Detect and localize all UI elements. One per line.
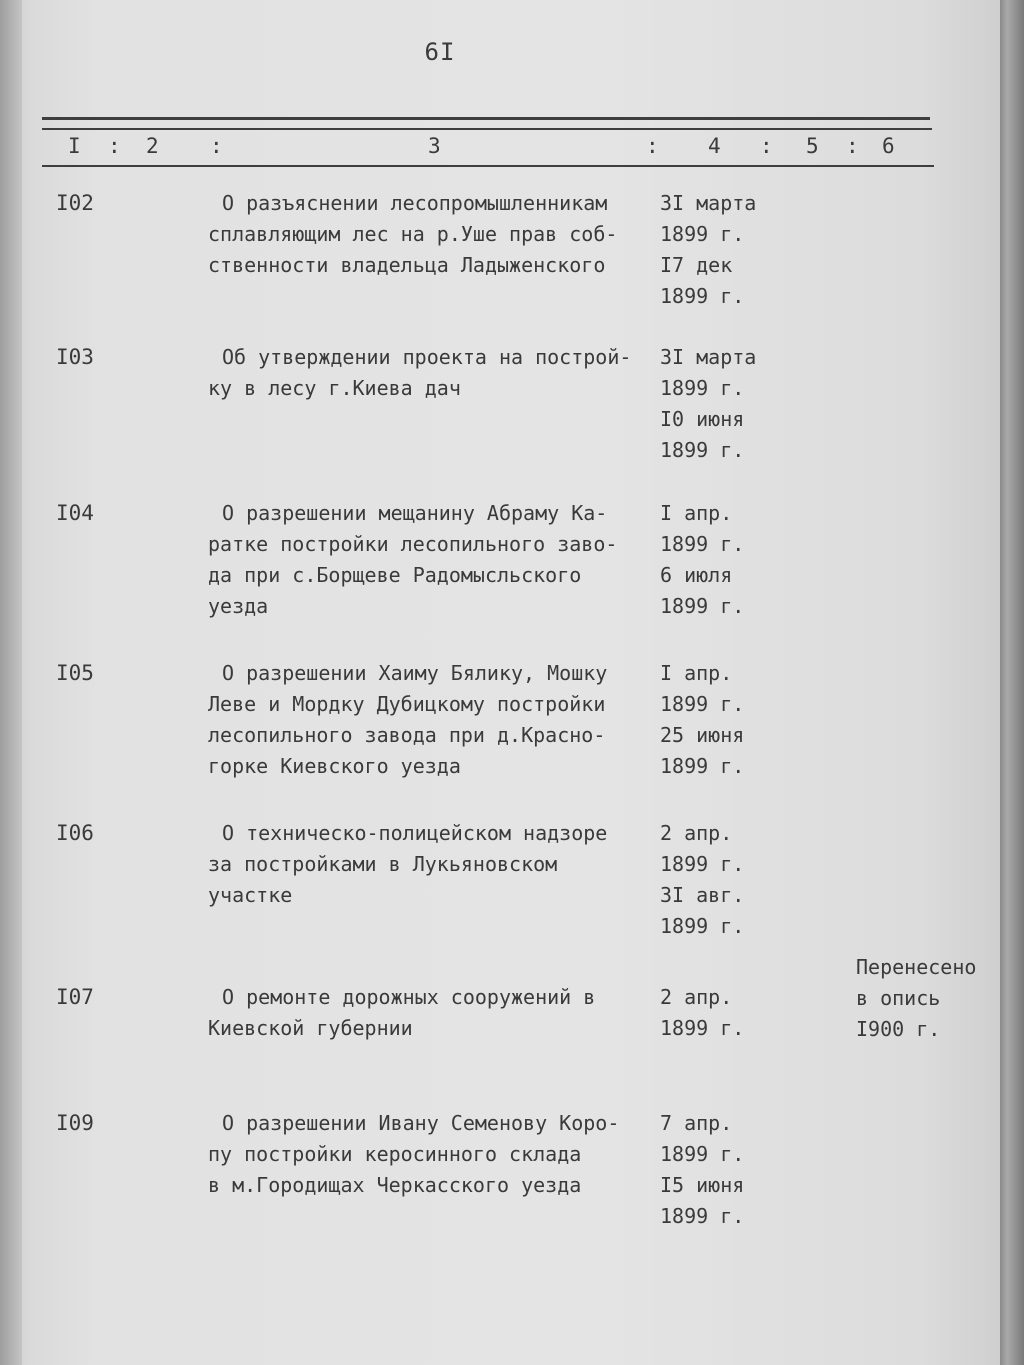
entry-dates-line: 1899 г.	[660, 1142, 745, 1166]
entry-note-line: I900 г.	[856, 1017, 941, 1041]
entry-title-line: сплавляющим лес на р.Уше прав соб-	[208, 222, 618, 246]
entry-dates-line: I апр.	[660, 661, 733, 685]
entry-number: I09	[56, 1111, 94, 1135]
entry-dates-line: 1899 г.	[660, 914, 745, 938]
entry-dates-line: 1899 г.	[660, 1204, 745, 1228]
entry-title	[208, 818, 656, 911]
entry-dates-line: 2 апр.	[660, 985, 733, 1009]
entry-title	[208, 1108, 656, 1201]
column-separator: :	[760, 134, 773, 158]
entry-note	[856, 952, 996, 1045]
entry-dates-line: I7 дек	[660, 253, 733, 277]
column-separator: :	[210, 134, 223, 158]
entry-title-line: участке	[208, 883, 293, 907]
column-head-1: I	[68, 134, 81, 158]
entry-dates-line: 25 июня	[660, 723, 745, 747]
entry-number: I04	[56, 501, 94, 525]
entry-dates-line: I0 июня	[660, 407, 745, 431]
column-separator: :	[108, 134, 121, 158]
entry-title-line: О разрешении Ивану Семенову Коро-	[222, 1111, 620, 1135]
entry-title-line: ку в лесу г.Киева дач	[208, 376, 461, 400]
entry-dates-line: 3I авг.	[660, 883, 745, 907]
header-rule-bottom	[42, 165, 934, 167]
entry-number: I07	[56, 985, 94, 1009]
binding-gutter	[0, 0, 22, 1365]
entry-title-line: уезда	[208, 594, 269, 618]
entry-note-line: Перенесено	[856, 955, 977, 979]
entry-dates	[660, 658, 790, 782]
entry-dates-line: 1899 г.	[660, 284, 745, 308]
entry-title-line: Леве и Мордку Дубицкому постройки	[208, 692, 606, 716]
entry-dates-line: 1899 г.	[660, 692, 745, 716]
page-number: 6I	[424, 38, 456, 66]
column-head-6: 6	[882, 134, 895, 158]
entry-title-line: О техническо-полицейском надзоре	[222, 821, 608, 845]
entry-title	[208, 658, 656, 782]
header-rule-mid	[42, 128, 932, 130]
entry-dates	[660, 498, 790, 622]
entry-dates	[660, 1108, 790, 1232]
entry-title	[208, 342, 656, 404]
entry-title-line: О разъяснении лесопромышленникам	[222, 191, 608, 215]
entry-title-line: ратке постройки лесопильного заво-	[208, 532, 618, 556]
entry-title-line: лесопильного завода при д.Красно-	[208, 723, 606, 747]
entry-number: I06	[56, 821, 94, 845]
entry-dates-line: I5 июня	[660, 1173, 745, 1197]
entry-dates-line: 7 апр.	[660, 1111, 733, 1135]
entry-title-line: О разрешении Хаиму Бялику, Мошку	[222, 661, 608, 685]
entry-dates-line: 2 апр.	[660, 821, 733, 845]
entry-title-line: Киевской губернии	[208, 1016, 413, 1040]
entry-title	[208, 188, 656, 281]
column-head-2: 2	[146, 134, 159, 158]
entry-number: I03	[56, 345, 94, 369]
entry-title-line: Об утверждении проекта на построй-	[222, 345, 632, 369]
entry-dates-line: 1899 г.	[660, 438, 745, 462]
entry-title-line: О разрешении мещанину Абраму Ка-	[222, 501, 608, 525]
entry-dates-line: 1899 г.	[660, 222, 745, 246]
entry-dates	[660, 982, 790, 1044]
entry-dates-line: 1899 г.	[660, 594, 745, 618]
entry-title-line: ственности владельца Ладыженского	[208, 253, 606, 277]
entry-title-line: горке Киевского уезда	[208, 754, 461, 778]
entry-title-line: пу постройки керосинного склада	[208, 1142, 582, 1166]
entry-dates-line: 6 июля	[660, 563, 733, 587]
entry-dates-line: 1899 г.	[660, 376, 745, 400]
header-rule-top	[42, 117, 930, 120]
entry-number: I02	[56, 191, 94, 215]
entry-title-line: за постройками в Лукьяновском	[208, 852, 558, 876]
entry-note-line: в опись	[856, 986, 941, 1010]
entry-dates-line: 3I марта	[660, 345, 757, 369]
entry-dates-line: 1899 г.	[660, 754, 745, 778]
entry-dates-line: I апр.	[660, 501, 733, 525]
entry-title	[208, 498, 656, 622]
column-separator: :	[846, 134, 859, 158]
entry-title-line: да при с.Борщеве Радомысльского	[208, 563, 582, 587]
entry-dates-line: 1899 г.	[660, 532, 745, 556]
entry-title	[208, 982, 656, 1044]
entry-number: I05	[56, 661, 94, 685]
entry-dates	[660, 818, 790, 942]
column-separator: :	[646, 134, 659, 158]
entry-dates	[660, 188, 790, 312]
column-head-3: 3	[428, 134, 441, 158]
column-head-5: 5	[806, 134, 819, 158]
entry-dates-line: 1899 г.	[660, 1016, 745, 1040]
column-head-4: 4	[708, 134, 721, 158]
entry-dates	[660, 342, 790, 466]
page-edge	[1000, 0, 1024, 1365]
entry-dates-line: 1899 г.	[660, 852, 745, 876]
entry-dates-line: 3I марта	[660, 191, 757, 215]
entry-title-line: О ремонте дорожных сооружений в	[222, 985, 596, 1009]
entry-title-line: в м.Городищах Черкасского уезда	[208, 1173, 582, 1197]
